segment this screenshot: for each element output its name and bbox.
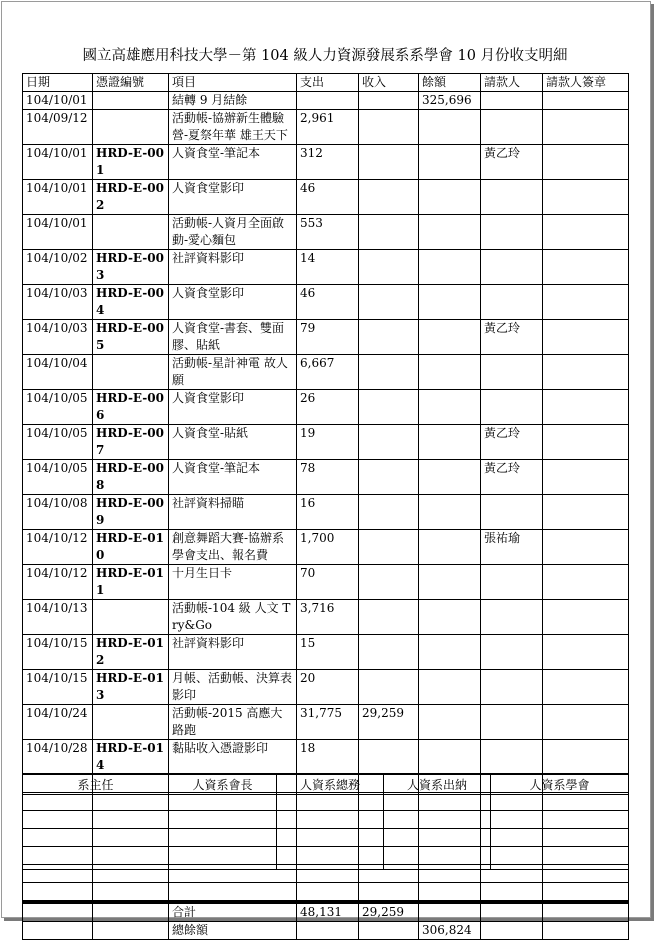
cell-date: 104/10/05 <box>23 390 93 425</box>
cell-balance <box>419 670 481 705</box>
cell-claimant <box>481 92 543 110</box>
cell-income <box>359 670 419 705</box>
header-balance: 餘額 <box>419 74 481 92</box>
cell-claimant: 張祐瑜 <box>481 530 543 565</box>
cell-income <box>359 355 419 390</box>
cell-signature <box>543 705 629 740</box>
cell-claimant <box>481 390 543 425</box>
cell-balance <box>419 145 481 180</box>
signoff-dept-head: 系主任 <box>23 774 169 795</box>
cell-income <box>359 250 419 285</box>
cell-voucher: HRD-E-010 <box>93 530 169 565</box>
cell-expense: 14 <box>297 250 359 285</box>
cell-voucher <box>93 92 169 110</box>
cell-date: 104/10/04 <box>23 355 93 390</box>
cell-voucher: HRD-E-004 <box>93 285 169 320</box>
cell-balance <box>419 530 481 565</box>
cell-balance <box>419 355 481 390</box>
cell-voucher: HRD-E-011 <box>93 565 169 600</box>
table-row <box>23 215 629 250</box>
cell-balance <box>419 635 481 670</box>
cell-balance <box>419 495 481 530</box>
cell-date: 104/10/24 <box>23 705 93 740</box>
cell-claimant <box>481 705 543 740</box>
cell-voucher: HRD-E-008 <box>93 460 169 495</box>
cell-claimant <box>481 180 543 215</box>
table-row <box>23 705 629 740</box>
cell-date: 104/10/03 <box>23 285 93 320</box>
cell-claimant <box>481 285 543 320</box>
cell-date: 104/10/28 <box>23 740 93 775</box>
cell-item: 創意舞蹈大賽-協辦系學會支出、報名費 <box>169 530 297 565</box>
cell-signature <box>543 320 629 355</box>
empty-cell <box>419 883 481 903</box>
cell-item: 黏貼收入憑證影印 <box>169 740 297 775</box>
empty-cell <box>93 883 169 903</box>
table-row <box>23 425 629 460</box>
cell-voucher: HRD-E-001 <box>93 145 169 180</box>
cell-expense: 3,716 <box>297 600 359 635</box>
cell-voucher: HRD-E-003 <box>93 250 169 285</box>
cell-expense: 46 <box>297 285 359 320</box>
cell-expense: 2,961 <box>297 110 359 145</box>
cell-claimant <box>481 215 543 250</box>
cell-signature <box>543 145 629 180</box>
signature-box[interactable] <box>169 795 277 870</box>
cell-balance <box>419 705 481 740</box>
cell-expense: 312 <box>297 145 359 180</box>
cell-income <box>359 635 419 670</box>
cell-signature <box>543 215 629 250</box>
cell-date: 104/10/13 <box>23 600 93 635</box>
table-row <box>23 320 629 355</box>
cell-claimant <box>481 250 543 285</box>
cell-signature <box>543 110 629 145</box>
cell-income <box>359 600 419 635</box>
cell-income <box>359 285 419 320</box>
cell-expense: 18 <box>297 740 359 775</box>
cell-income <box>359 92 419 110</box>
cell-income: 29,259 <box>359 705 419 740</box>
ledger-header-row <box>23 74 629 92</box>
table-row <box>23 145 629 180</box>
table-row <box>23 285 629 320</box>
cell-income <box>359 215 419 250</box>
signature-box[interactable] <box>491 795 629 870</box>
cell-balance: 325,696 <box>419 92 481 110</box>
cell-item: 活動帳-星計神電 故人願 <box>169 355 297 390</box>
cell-expense <box>297 92 359 110</box>
cell-signature <box>543 740 629 775</box>
cell-date: 104/10/05 <box>23 425 93 460</box>
cell-expense: 78 <box>297 460 359 495</box>
final-balance-row <box>23 922 629 940</box>
cell-signature <box>543 600 629 635</box>
signature-box[interactable] <box>23 795 169 870</box>
cell-signature <box>543 460 629 495</box>
cell-claimant <box>481 740 543 775</box>
cell-signature <box>543 92 629 110</box>
cell-item: 活動帳-2015 高應大路跑 <box>169 705 297 740</box>
table-row <box>23 740 629 775</box>
empty-cell <box>23 883 93 903</box>
cell-voucher: HRD-E-013 <box>93 670 169 705</box>
table-row <box>23 460 629 495</box>
cell-expense: 26 <box>297 390 359 425</box>
final-blank <box>481 922 543 940</box>
cell-signature <box>543 390 629 425</box>
cell-date: 104/10/15 <box>23 635 93 670</box>
totals-row <box>23 902 629 922</box>
cell-voucher: HRD-E-005 <box>93 320 169 355</box>
table-row <box>23 495 629 530</box>
cell-balance <box>419 215 481 250</box>
document-title: 國立高雄應用科技大學－第 104 級人力資源發展系系學會 10 月份收支明細 <box>82 48 568 64</box>
cell-signature <box>543 285 629 320</box>
table-row <box>23 600 629 635</box>
signoff-box-row <box>23 795 629 870</box>
final-balance: 306,824 <box>419 922 481 940</box>
cell-item: 社評資料掃瞄 <box>169 495 297 530</box>
final-label: 總餘額 <box>169 922 297 940</box>
table-row <box>23 670 629 705</box>
cell-signature <box>543 250 629 285</box>
cell-balance <box>419 320 481 355</box>
cell-expense: 19 <box>297 425 359 460</box>
totals-blank <box>543 902 629 922</box>
cell-expense: 553 <box>297 215 359 250</box>
header-expense: 支出 <box>297 74 359 92</box>
cell-voucher: HRD-E-009 <box>93 495 169 530</box>
table-row <box>23 250 629 285</box>
cell-expense: 1,700 <box>297 530 359 565</box>
cell-voucher: HRD-E-002 <box>93 180 169 215</box>
cell-signature <box>543 670 629 705</box>
totals-blank <box>23 902 93 922</box>
cell-claimant: 黃乙玲 <box>481 320 543 355</box>
header-claimant: 請款人 <box>481 74 543 92</box>
totals-label: 合計 <box>169 902 297 922</box>
cell-expense: 20 <box>297 670 359 705</box>
cell-item: 人資食堂-筆記本 <box>169 460 297 495</box>
cell-voucher <box>93 705 169 740</box>
signature-box[interactable] <box>277 795 384 870</box>
cell-date: 104/10/15 <box>23 670 93 705</box>
totals-income: 29,259 <box>359 902 419 922</box>
cell-item: 活動帳-協辦新生體驗營-夏祭年華 雄王天下 <box>169 110 297 145</box>
empty-cell <box>297 883 359 903</box>
cell-item: 結轉 9 月結餘 <box>169 92 297 110</box>
cell-signature <box>543 180 629 215</box>
cell-income <box>359 495 419 530</box>
cell-expense: 70 <box>297 565 359 600</box>
cell-signature <box>543 425 629 460</box>
empty-cell <box>359 883 419 903</box>
cell-income <box>359 110 419 145</box>
cell-claimant: 黃乙玲 <box>481 425 543 460</box>
cell-balance <box>419 110 481 145</box>
totals-blank <box>481 902 543 922</box>
cell-claimant <box>481 355 543 390</box>
cell-expense: 6,667 <box>297 355 359 390</box>
cell-claimant <box>481 110 543 145</box>
cell-item: 社評資料影印 <box>169 635 297 670</box>
signoff-cashier: 人資系出納 <box>384 774 491 795</box>
cell-voucher <box>93 355 169 390</box>
cell-date: 104/10/01 <box>23 180 93 215</box>
cell-signature <box>543 530 629 565</box>
cell-date: 104/10/05 <box>23 460 93 495</box>
table-row <box>23 92 629 110</box>
cell-claimant <box>481 670 543 705</box>
empty-cell <box>543 883 629 903</box>
totals-blank <box>419 902 481 922</box>
cell-item: 活動帳-人資月全面啟動-愛心麵包 <box>169 215 297 250</box>
cell-item: 活動帳-104 級 人文 Try&Go <box>169 600 297 635</box>
cell-claimant: 黃乙玲 <box>481 145 543 180</box>
cell-expense: 31,775 <box>297 705 359 740</box>
cell-date: 104/10/08 <box>23 495 93 530</box>
signoff-header-row <box>23 774 629 795</box>
cell-voucher <box>93 110 169 145</box>
cell-voucher: HRD-E-014 <box>93 740 169 775</box>
cell-date: 104/10/03 <box>23 320 93 355</box>
empty-row <box>23 883 629 903</box>
table-row <box>23 390 629 425</box>
signoff-association: 人資系學會 <box>491 774 629 795</box>
cell-balance <box>419 600 481 635</box>
final-blank <box>297 922 359 940</box>
cell-date: 104/10/01 <box>23 145 93 180</box>
cell-income <box>359 320 419 355</box>
final-blank <box>23 922 93 940</box>
cell-expense: 79 <box>297 320 359 355</box>
cell-item: 人資食堂-貼紙 <box>169 425 297 460</box>
cell-date: 104/10/12 <box>23 530 93 565</box>
table-row <box>23 565 629 600</box>
signature-box[interactable] <box>384 795 491 870</box>
header-date: 日期 <box>23 74 93 92</box>
signoff-table <box>22 773 629 870</box>
signoff-general-affairs: 人資系總務 <box>277 774 384 795</box>
cell-income <box>359 740 419 775</box>
cell-balance <box>419 250 481 285</box>
cell-voucher <box>93 600 169 635</box>
cell-voucher: HRD-E-007 <box>93 425 169 460</box>
cell-balance <box>419 460 481 495</box>
cell-income <box>359 460 419 495</box>
cell-date: 104/10/01 <box>23 92 93 110</box>
cell-claimant <box>481 495 543 530</box>
cell-item: 人資食堂-書套、雙面膠、貼紙 <box>169 320 297 355</box>
cell-expense: 46 <box>297 180 359 215</box>
cell-date: 104/10/12 <box>23 565 93 600</box>
empty-cell <box>481 883 543 903</box>
cell-expense: 16 <box>297 495 359 530</box>
signoff-president: 人資系會長 <box>169 774 277 795</box>
final-blank <box>93 922 169 940</box>
final-blank <box>543 922 629 940</box>
cell-balance <box>419 565 481 600</box>
cell-item: 人資食堂影印 <box>169 285 297 320</box>
cell-voucher: HRD-E-006 <box>93 390 169 425</box>
cell-balance <box>419 180 481 215</box>
cell-signature <box>543 355 629 390</box>
cell-income <box>359 565 419 600</box>
cell-expense: 15 <box>297 635 359 670</box>
totals-expense: 48,131 <box>297 902 359 922</box>
cell-claimant <box>481 565 543 600</box>
cell-claimant: 黃乙玲 <box>481 460 543 495</box>
cell-signature <box>543 495 629 530</box>
cell-item: 月帳、活動帳、決算表影印 <box>169 670 297 705</box>
table-row <box>23 180 629 215</box>
totals-blank <box>93 902 169 922</box>
empty-cell <box>169 883 297 903</box>
table-row <box>23 530 629 565</box>
cell-income <box>359 145 419 180</box>
table-row <box>23 635 629 670</box>
cell-item: 人資食堂影印 <box>169 180 297 215</box>
cell-balance <box>419 740 481 775</box>
cell-balance <box>419 285 481 320</box>
cell-signature <box>543 635 629 670</box>
cell-income <box>359 530 419 565</box>
cell-income <box>359 180 419 215</box>
cell-item: 社評資料影印 <box>169 250 297 285</box>
cell-item: 人資食堂-筆記本 <box>169 145 297 180</box>
cell-voucher: HRD-E-012 <box>93 635 169 670</box>
cell-item: 十月生日卡 <box>169 565 297 600</box>
cell-balance <box>419 425 481 460</box>
cell-claimant <box>481 600 543 635</box>
cell-date: 104/10/01 <box>23 215 93 250</box>
header-voucher: 憑證編號 <box>93 74 169 92</box>
cell-date: 104/09/12 <box>23 110 93 145</box>
cell-income <box>359 425 419 460</box>
cell-item: 人資食堂影印 <box>169 390 297 425</box>
cell-signature <box>543 565 629 600</box>
table-row <box>23 110 629 145</box>
cell-claimant <box>481 635 543 670</box>
cell-income <box>359 390 419 425</box>
header-item: 項目 <box>169 74 297 92</box>
header-income: 收入 <box>359 74 419 92</box>
cell-balance <box>419 390 481 425</box>
cell-voucher <box>93 215 169 250</box>
cell-date: 104/10/02 <box>23 250 93 285</box>
header-signature: 請款人簽章 <box>543 74 629 92</box>
final-blank <box>359 922 419 940</box>
table-row <box>23 355 629 390</box>
